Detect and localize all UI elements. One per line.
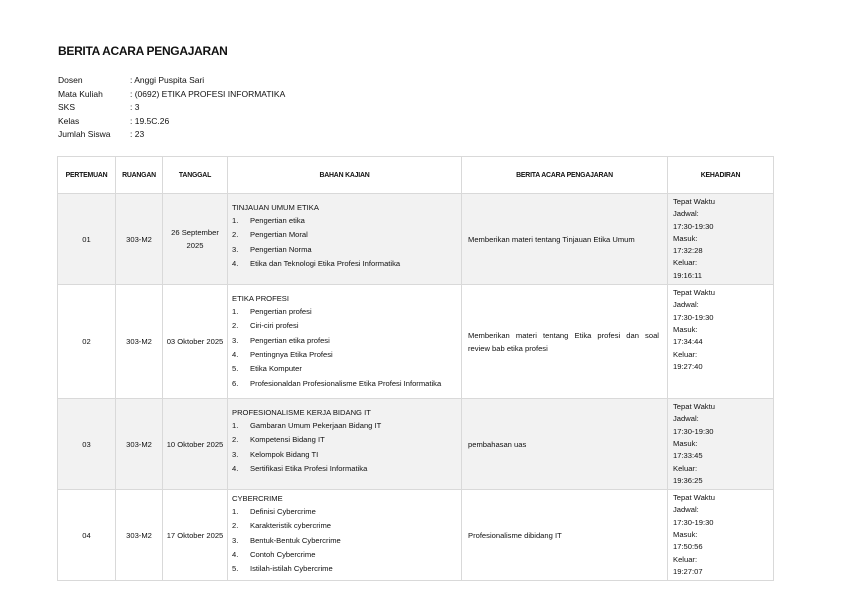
jadwal-label: Jadwal: [673, 209, 699, 219]
header-bahan-kajian: BAHAN KAJIAN [228, 157, 462, 194]
meta-key: Kelas [58, 115, 80, 126]
cell-bahan-kajian [228, 490, 462, 581]
cell-kehadiran [668, 285, 774, 399]
meta-key: Dosen [58, 75, 83, 85]
cell-kehadiran [668, 194, 774, 285]
jadwal-value: 17:30-19:30 [673, 426, 714, 436]
meta-value: : 23 [130, 129, 145, 139]
meta-value: : 19.5C.26 [130, 115, 170, 126]
keluar-value: 19:36:25 [673, 475, 703, 485]
status-text: Tepat Waktu [673, 493, 715, 503]
cell-pertemuan: 03 [58, 399, 116, 490]
list-item: Pentingnya Etika Profesi [250, 349, 333, 359]
topic-list [232, 305, 457, 389]
cell-bahan-kajian [228, 194, 462, 285]
jadwal-label: Jadwal: [673, 414, 699, 424]
list-item: Profesionaldan Profesionalisme Etika Profesi Informatika [250, 378, 442, 388]
table-header-row [58, 157, 774, 194]
header-pertemuan: PERTEMUAN [58, 157, 116, 194]
list-item: Kompetensi Bidang IT [250, 435, 325, 445]
meta-key: SKS [58, 102, 76, 112]
header-berita-acara: BERITA ACARA PENGAJARAN [462, 157, 668, 194]
masuk-value: 17:50:56 [673, 542, 703, 552]
header-ruangan: RUANGAN [116, 157, 163, 194]
cell-kehadiran [668, 399, 774, 490]
cell-ruangan: 303-M2 [116, 194, 163, 285]
status-text: Tepat Waktu [673, 197, 715, 206]
attendance-table [57, 156, 774, 581]
jadwal-value: 17:30-19:30 [673, 517, 714, 527]
meta-value: : (0692) ETIKA PROFESI INFORMATIKA [130, 88, 286, 99]
keluar-label: Keluar: [673, 349, 698, 359]
meta-key: Jumlah Siswa [58, 129, 111, 139]
list-item: Etika dan Teknologi Etika Profesi Informatika [250, 258, 401, 268]
table-row [58, 490, 774, 581]
list-item: Pengertian etika [250, 216, 305, 225]
cell-ruangan: 303-M2 [116, 285, 163, 399]
status-text: Tepat Waktu [673, 288, 715, 298]
cell-berita-acara: Memberikan materi tentang Tinjauan Etika Umum [462, 194, 668, 285]
cell-tanggal: 17 Oktober 2025 [163, 490, 228, 581]
cell-ruangan: 303-M2 [116, 399, 163, 490]
meta-row-dosen [58, 74, 285, 88]
meta-value: : Anggi Puspita Sari [130, 75, 205, 85]
list-item: Pengertian profesi [250, 307, 312, 317]
document-title: BERITA ACARA PENGAJARAN [58, 44, 228, 58]
cell-pertemuan: 04 [58, 490, 116, 581]
list-item: Definisi Cybercrime [250, 507, 316, 517]
meta-key: Mata Kuliah [58, 88, 103, 99]
cell-ruangan: 303-M2 [116, 490, 163, 581]
topic-title: ETIKA PROFESI [232, 294, 289, 304]
masuk-value: 17:33:45 [673, 451, 703, 461]
cell-berita-acara: Memberikan materi tentang Etika profesi dan soal review bab etika profesi [462, 285, 668, 399]
list-item: Contoh Cybercrime [250, 550, 316, 560]
keluar-label: Keluar: [673, 463, 698, 473]
list-item: Gambaran Umum Pekerjaan Bidang IT [250, 421, 382, 431]
table-row [58, 399, 774, 490]
cell-tanggal: 03 Oktober 2025 [163, 285, 228, 399]
table-row [58, 194, 774, 285]
list-item: Ciri-ciri profesi [250, 321, 299, 331]
masuk-label: Masuk: [673, 324, 698, 334]
cell-bahan-kajian [228, 399, 462, 490]
topic-title: TINJAUAN UMUM ETIKA [232, 203, 319, 212]
list-item: Pengertian Moral [250, 230, 308, 240]
masuk-label: Masuk: [673, 438, 698, 448]
list-item: Bentuk-Bentuk Cybercrime [250, 535, 341, 545]
list-item: Kelompok Bidang TI [250, 449, 319, 459]
jadwal-value: 17:30-19:30 [673, 312, 714, 322]
masuk-label: Masuk: [673, 233, 698, 243]
meta-row-jumlah-siswa [58, 128, 285, 142]
list-item: Karakteristik cybercrime [250, 521, 332, 531]
topic-title: CYBERCRIME [232, 494, 283, 504]
keluar-value: 19:27:07 [673, 566, 703, 576]
list-item: Sertifikasi Etika Profesi Informatika [250, 463, 368, 473]
jadwal-label: Jadwal: [673, 505, 699, 515]
table-row [58, 285, 774, 399]
document-meta [58, 74, 285, 142]
header-kehadiran: KEHADIRAN [668, 157, 774, 194]
topic-list [232, 419, 457, 476]
cell-kehadiran [668, 490, 774, 581]
topic-list [232, 505, 457, 576]
masuk-value: 17:34:44 [673, 337, 703, 347]
keluar-value: 19:27:40 [673, 361, 703, 371]
masuk-value: 17:32:28 [673, 246, 703, 256]
jadwal-label: Jadwal: [673, 300, 699, 310]
list-item: Pengertian Norma [250, 244, 312, 254]
meta-row-kelas [58, 115, 285, 129]
list-item: Etika Komputer [250, 364, 302, 374]
topic-list [232, 214, 457, 271]
status-text: Tepat Waktu [673, 402, 715, 412]
cell-berita-acara: pembahasan uas [462, 399, 668, 490]
jadwal-value: 17:30-19:30 [673, 221, 714, 231]
meta-row-sks [58, 101, 285, 115]
meta-row-mata-kuliah [58, 88, 285, 102]
list-item: Istilah-istilah Cybercrime [250, 564, 333, 574]
cell-pertemuan: 02 [58, 285, 116, 399]
list-item: Pengertian etika profesi [250, 335, 330, 345]
header-tanggal: TANGGAL [163, 157, 228, 194]
cell-berita-acara: Profesionalisme dibidang IT [462, 490, 668, 581]
keluar-label: Keluar: [673, 554, 698, 564]
cell-tanggal: 26 September 2025 [163, 194, 228, 285]
masuk-label: Masuk: [673, 530, 698, 540]
cell-tanggal: 10 Oktober 2025 [163, 399, 228, 490]
meta-value: : 3 [130, 102, 140, 112]
keluar-label: Keluar: [673, 258, 698, 268]
cell-bahan-kajian [228, 285, 462, 399]
topic-title: PROFESIONALISME KERJA BIDANG IT [232, 408, 371, 418]
cell-pertemuan: 01 [58, 194, 116, 285]
keluar-value: 19:16:11 [673, 270, 702, 280]
